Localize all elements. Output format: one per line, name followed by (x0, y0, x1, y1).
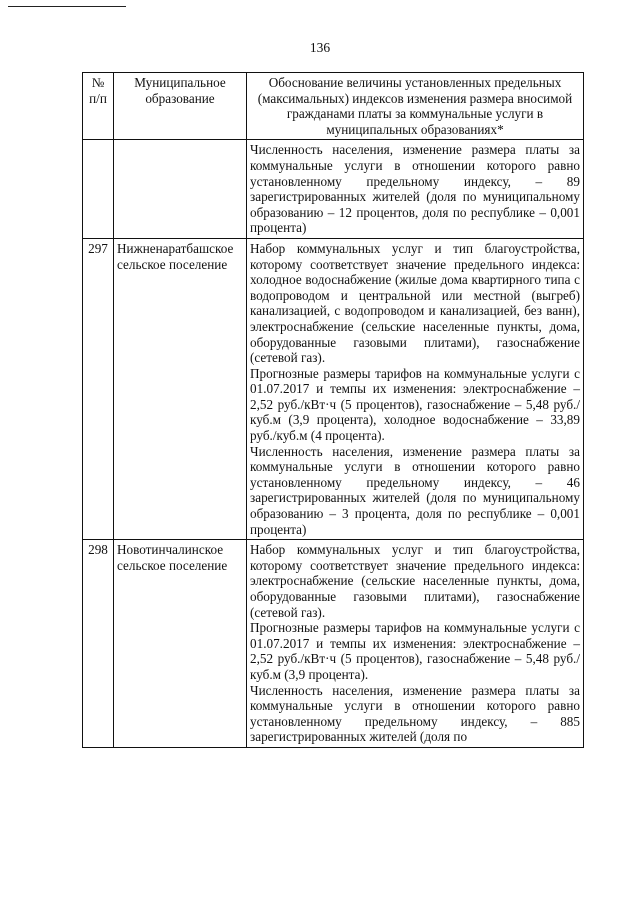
row-justification (247, 540, 584, 748)
row-justification (247, 140, 584, 239)
row-justification (247, 238, 584, 539)
justification-paragraph: Численность населения, изменение размера платы за коммунальные услуги в отношении которого равно установленному предельному индексу, – 885 зарегистрированных жителей (доля по (250, 682, 580, 745)
table-row (83, 238, 584, 539)
table-row (83, 540, 584, 748)
top-rule (8, 6, 126, 7)
header-municipality: Муниципальное образование (114, 73, 247, 140)
row-number: 298 (83, 540, 114, 748)
justification-paragraph: Численность населения, изменение размера платы за коммунальные услуги в отношении которого равно установленному предельному индексу, – 89 зарегистрированных жителей (доля по муниципальному образованию – 12 процентов, доля по республике – 0,001 процента) (250, 142, 580, 236)
row-number: 297 (83, 238, 114, 539)
justification-paragraph: Набор коммунальных услуг и тип благоустройства, которому соответствует значение предельного индекса: электроснабжение (сельские населенные пункты, дома, оборудованные газовыми плитами), газоснабжение (сетевой газ). (250, 542, 580, 620)
page-number: 136 (309, 40, 331, 55)
row-municipality: Новотинчалинское сельское поселение (114, 540, 247, 748)
table-header-row (83, 73, 584, 140)
justification-paragraph: Прогнозные размеры тарифов на коммунальные услуги с 01.07.2017 и темпы их изменения: электроснабжение – 2,52 руб./кВт·ч (5 процентов), газоснабжение – 5,48 руб./куб.м (3,9 процента), холодное водоснабжение – 33,89 руб./куб.м (4 процента). (250, 365, 580, 444)
justification-paragraph: Численность населения, изменение размера платы за коммунальные услуги в отношении которого равно установленному предельному индексу, – 46 зарегистрированных жителей (доля по муниципальному образованию – 3 процента, доля по республике – 0,001 процента) (250, 443, 580, 537)
header-number: № п/п (83, 73, 114, 140)
table-row (83, 140, 584, 239)
row-number (83, 140, 114, 239)
tariff-index-table (82, 72, 584, 748)
justification-paragraph: Прогнозные размеры тарифов на коммунальные услуги с 01.07.2017 и темпы их изменения: электроснабжение – 2,52 руб./кВт·ч (5 процентов), газоснабжение – 5,48 руб./куб.м (3,9 процента). (250, 620, 580, 682)
header-justification: Обоснование величины установленных предельных (максимальных) индексов изменения размера вносимой гражданами платы за коммунальные услуги в муниципальных образованиях* (247, 73, 584, 140)
row-municipality: Нижненаратбашское сельское поселение (114, 238, 247, 539)
justification-paragraph: Набор коммунальных услуг и тип благоустройства, которому соответствует значение предельного индекса: холодное водоснабжение (жилые дома квартирного типа с водопроводом и центральной или местной (выгреб) канализацией, с водопроводом и канализацией, без ванн), электроснабжение (сельские населенные пункты, дома, оборудованные газовыми плитами), газоснабжение (сетевой газ). (250, 240, 580, 366)
row-municipality (114, 140, 247, 239)
